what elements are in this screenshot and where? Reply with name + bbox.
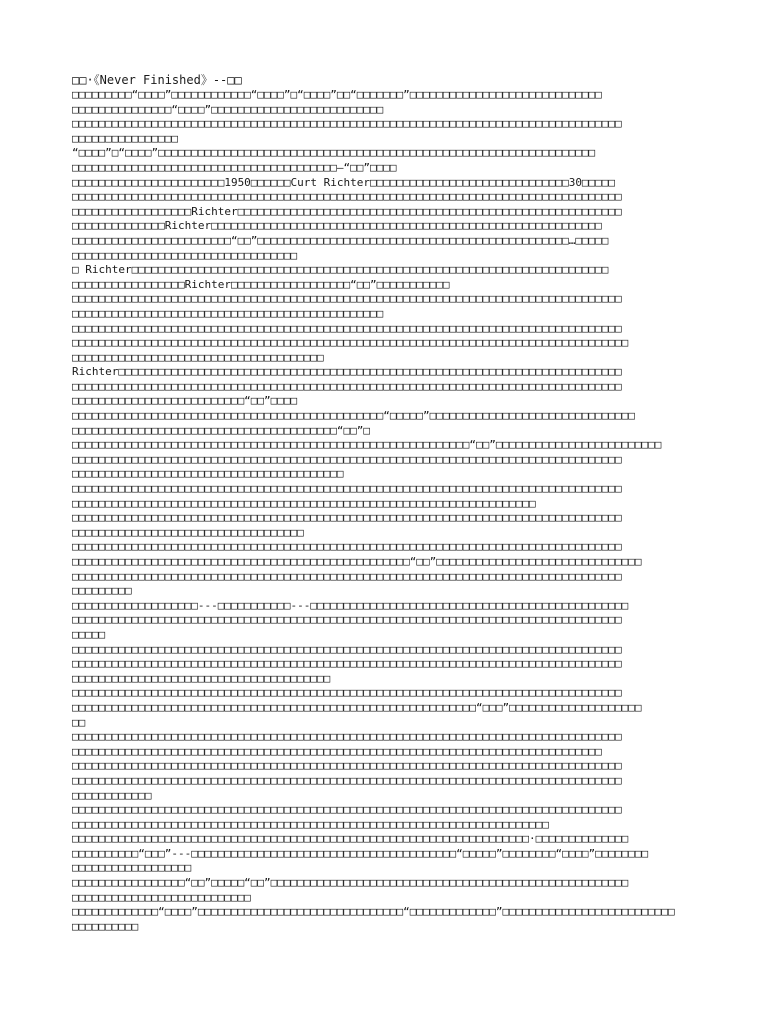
text-line: □□□□□□□□□□□□□□□□□□□□□□□□□□□□□□□□□□□□□□□□□□□□□□□□□□□□□□□□□□□□□□□□□□□□□□□□□□□□□□□□□□□ (72, 657, 622, 671)
text-line: □□□□□□□□□□□□□□□□□□□□□□□□□□□□□□□□□□□□□□□□□□□□□□□□□□□□□□□□□□□□□□□□□□□□□□ (72, 496, 536, 510)
text-line: □□□□□□□□□□□□□□□□□□□□□□□□□□□ (72, 890, 251, 904)
text-line: “□□□□”□“□□□□”□□□□□□□□□□□□□□□□□□□□□□□□□□□□□□□□□□□□□□□□□□□□□□□□□□□□□□□□□□□□□□□□□□ (72, 146, 596, 160)
text-line: □□□□□□□□□□□□□□□□□□Richter□□□□□□□□□□□□□□□□□□□□□□□□□□□□□□□□□□□□□□□□□□□□□□□□□□□□□□□□□□ (72, 204, 622, 218)
document-body (72, 88, 704, 934)
text-line: □□□□□□□□□□□□□□□□□□□□□□□□□□□□□□□□□□□□□□□□□□□□□□□“□□□□□”□□□□□□□□□□□□□□□□□□□□□□□□□□□□□□□ (72, 409, 635, 423)
text-line: □□□□□□□□□□□□□□□□□□□□□□□□□□□□□□□□□□□□□□□□□□□□□□□□□□□□□□□□□□□□□□□□□□□□□□□□ (72, 817, 549, 831)
text-line: □□□□□□□□□□□□□□□□□□□□□□□□□□□□□□□□□□□□□□□□□□□□□□□□□□□□□□□□□□□□□□□□□□□□□·□□□□□□□□□□□□□□ (72, 832, 629, 846)
text-line: □□□□□□□□□□□□□□□□□□□□□□□□□□□□□□□□□□□□□□□□□□□□□□□□□□□□□□□□□□□□□□□□□□□□□□□□□□□□□□□□□□□ (72, 292, 622, 306)
text-line: □□□□□□□□□□□□□□□□□□□□□□□□□□□□□□□□□□□□□□□ (72, 671, 331, 685)
text-line: □□□□□□□□□□□□□□Richter□□□□□□□□□□□□□□□□□□□□□□□□□□□□□□□□□□□□□□□□□□□□□□□□□□□□□□□□□□□ (72, 219, 602, 233)
text-line: □□□□□□□□□□□□□□□□□□□□□□□□□□□□□□□□□□□□□□□□□□□□□□□□□□□□□□□□□□□□□□□□□□□□□□□□□□□□□□□□□□□ (72, 686, 622, 700)
text-line: □□□□□□□□□□□□□□□□□□□□□□□□□□□□□□□□□□□□□□□□□□□□□□□□□□□“□□”□□□□□□□□□□□□□□□□□□□□□□□□□□□□□□□ (72, 555, 642, 568)
text-line: □□□□□□□□□□□□□□□□□□□□□□□□“□□”□□□□□□□□□□□□□□□□□□□□□□□□□□□□□□□□□□□□□□□□□□□□□□□…□□□□□ (72, 233, 609, 247)
text-line: □□□□□□□□□□□□□□□□□□□□□□□□□□□□□□□□□□□□□□□□□□□□□□□□□□□□□□□□□□□□□□□□□□□□□□□□□□□□□□□□□□□ (72, 452, 622, 466)
document-title: □□·《Never Finished》--□□ (72, 73, 242, 87)
text-line: □□□□□□□□□□□□□□□□□□□□□□□□□□□□□□□□□□□□□□□□□□□□□□□□□□□□□□□□□□□□□□□□□□□□□□□□□□□□□□□□□□□ (72, 379, 622, 393)
text-line: □□□□□□□□□□□□□□□□□□□□□□□□□□□□□□□□□□□□□□□□□ (72, 467, 344, 481)
text-line: □□□□□□□□□□□□□□□□□□□□□□□□□□□□□□□□□□□□□□□□□□□□□□□□□□□□□□□□□□□□□□□□□□□□□□□□□□□□□□□□ (72, 744, 602, 758)
text-line: □ Richter□□□□□□□□□□□□□□□□□□□□□□□□□□□□□□□□□□□□□□□□□□□□□□□□□□□□□□□□□□□□□□□□□□□□□□□□ (72, 263, 609, 277)
text-line: □□□□□□□□□□“□□□”---□□□□□□□□□□□□□□□□□□□□□□□□□□□□□□□□□□□□□□□□“□□□□□”□□□□□□□□“□□□□”□□□□□□□□ (72, 846, 649, 860)
text-line: □□□□□□□□□□□□□□□□□□□□□□□□□□□□□□□□□□□□□□□□□□□□□□□□□□□□□□□□□□□□□□□□□□□□□□□□□□□□□□□□□□□ (72, 773, 622, 787)
text-line: □□□□□□□□□□□□□□□□□□□□□□□□□□□□□□□□□□□□□□□□□□□□□□□□□□□□□□□□□□□□□□□□□□□□□□□□□□□□□□□□□□□ (72, 803, 622, 817)
text-line: □□□□□□□□□□□□□□□□□□□□□□□□□□□□□□□□□□□ (72, 525, 304, 539)
text-line: □□□□□□□□□□□□□□□□□□□□□□□□□□□□□□□□□□□□□□□□□□□□□□□□□□□□□□□□□□□□□□□□□□□□□□□□□□□□□□□□□□□ (72, 540, 622, 554)
text-line: □□□□□□□□□□□□□□□□□□□□□□□□□□□□□□□□□□□□□□□□□□□□□□□□□□□□□□□□□□□□□□□□□□□□□□□□□□□□□□□□□□□ (72, 642, 622, 656)
text-line: □□□□□□□□□□□□□□□□□□□□□□□□□□□□□□□□□□□□□□□□—“□□”□□□□ (72, 160, 397, 174)
text-line: □□□□□□□□□□□□□□□□□□□□□□□□□□□□□□□□□□□□□□□□□□□□□□□□□□□□□□□□□□□□□□□□□□□□□□□□□□□□□□□□□□□ (72, 190, 622, 204)
text-line: □□□□□□□□□□ (72, 919, 139, 933)
text-line: □□□□□□□□□□□□□□□□□□□□□□□□□□□□□□□□□□□□□□□□□□□□□□□□□□□□□□□□□□□□□□□□□□□□□□□□□□□□□□□□□□□ (72, 117, 622, 131)
text-line: □□□□□□□□□□□□□□□□□□□□□□□□□□□□□□□□□□□□□□□□□□□□□□□□□□□□□□□□□□□□□□□□□□□□□□□□□□□□□□□□□□□ (72, 569, 622, 583)
text-line: □□□□□□□□□□□□□□□□□□□□□□□□□□□□□□□□□□□□□□□□□□□□□□□□□□□□□□□□□□□□“□□”□□□□□□□□□□□□□□□□□□□□□□□□□ (72, 438, 662, 452)
document-page (72, 72, 704, 934)
text-line: □□□□□□□□□□□□□□□□□□□□□□□□□□□□□□□□□□□□□□□□□□□□□□□□□□□□□□□□□□□□□□□□□□□□□□□□□□□□□□□□□□□□ (72, 336, 629, 350)
text-line: □□□□□□□□□□□□□□□□□□□□□□□□□□□□□□□□□□□□□□□□□□□□□□□□□□□□□□□□□□□□□□□□□□□□□□□□□□□□□□□□□□□ (72, 613, 622, 627)
text-line: □□□□□□□□□□□□□□□□□□□---□□□□□□□□□□□---□□□□□□□□□□□□□□□□□□□□□□□□□□□□□□□□□□□□□□□□□□□□□□□□ (72, 598, 629, 612)
text-line: □□□□□□□□□□□□□□□□□□□□□□□1950□□□□□□Curt Richter□□□□□□□□□□□□□□□□□□□□□□□□□□□□□□30□□□□□ (72, 175, 616, 189)
text-line: □□□□□□□□□□□□ (72, 788, 152, 802)
text-line: □□□□□□□□□□□□□□□□□“□□”□□□□□“□□”□□□□□□□□□□□□□□□□□□□□□□□□□□□□□□□□□□□□□□□□□□□□□□□□□□□□□□ (72, 876, 629, 890)
text-line: □□□□□□□□□□□□□□□□□□ (72, 861, 192, 875)
text-line: □□□□□□□□□□□□□□□□□□□□□□□□□□□□□□□□□□□□□□□□□□□□□□□□□□□□□□□□□□□□□□□□□□□□□□□□□□□□□□□□□□□ (72, 482, 622, 496)
text-line: □□□□□□□□□□□□□□□□□□□□□□□□□□□□□□□□□□ (72, 248, 298, 262)
text-line: □□□□□□□□□□□□□□□□□□□□□□□□□□□□□□□□□□□□□□ (72, 350, 324, 364)
text-line: □□□□□□□□□□□□□□□□□□□□□□□□□□□□□□□□□□□□□□□□□□□□□□□□□□□□□□□□□□□□□□□□□□□□□□□□□□□□□□□□□□□ (72, 730, 622, 744)
text-line: □□□□□□□□□□□□□□□□□□□□□□□□□□□□□□□□□□□□□□□□“□□”□ (72, 423, 371, 437)
text-line: □□□□□□□□□□□□□□□□ (72, 131, 178, 145)
text-line: □□□□□□□□□□□□□□□□□□□□□□□□□□□□□□□□□□□□□□□□□□□□□□□□□□□□□□□□□□□□□□□□□□□□□□□□□□□□□□□□□□□ (72, 759, 622, 773)
text-line: □□□□□□□□□□□□□□□□□□□□□□□□□□□□□□□□□□□□□□□□□□□□□□□□□□□□□□□□□□□□□□□□□□□□□□□□□□□□□□□□□□□ (72, 321, 622, 335)
text-line: Richter□□□□□□□□□□□□□□□□□□□□□□□□□□□□□□□□□□□□□□□□□□□□□□□□□□□□□□□□□□□□□□□□□□□□□□□□□□□□ (72, 365, 622, 379)
text-line: □□□□□□□□□□□□□□□□□□□□□□□□□□□□□□□□□□□□□□□□□□□□□□□□□□□□□□□□□□□□□□□□□□□□□□□□□□□□□□□□□□□ (72, 511, 622, 525)
text-line: □□□□□□□□□ (72, 584, 132, 598)
text-line: □□ (72, 715, 86, 729)
text-line: □□□□□□□□□□□□□□□□□□□□□□□□□□□□□□□□□□□□□□□□□□□□□□□ (72, 306, 384, 320)
text-line: □□□□□□□□□□□□□□□□□□□□□□□□□□□□□□□□□□□□□□□□□□□□□□□□□□□□□□□□□□□□□“□□□”□□□□□□□□□□□□□□□□□□□□ (72, 700, 642, 714)
text-line: □□□□□□□□□“□□□□”□□□□□□□□□□□□“□□□□”□“□□□□”□□“□□□□□□□”□□□□□□□□□□□□□□□□□□□□□□□□□□□□□ (72, 88, 602, 101)
text-line: □□□□□□□□□□□□□□□“□□□□”□□□□□□□□□□□□□□□□□□□□□□□□□□ (72, 102, 384, 116)
text-line: □□□□□□□□□□□□□□□□□□□□□□□□□□“□□”□□□□ (72, 394, 298, 408)
text-line: □□□□□□□□□□□□□□□□□Richter□□□□□□□□□□□□□□□□□□“□□”□□□□□□□□□□□ (72, 277, 450, 291)
text-line: □□□□□ (72, 627, 106, 641)
text-line: □□□□□□□□□□□□□“□□□□”□□□□□□□□□□□□□□□□□□□□□□□□□□□□□□□“□□□□□□□□□□□□□”□□□□□□□□□□□□□□□□□□□□□□□□□□ (72, 905, 675, 919)
